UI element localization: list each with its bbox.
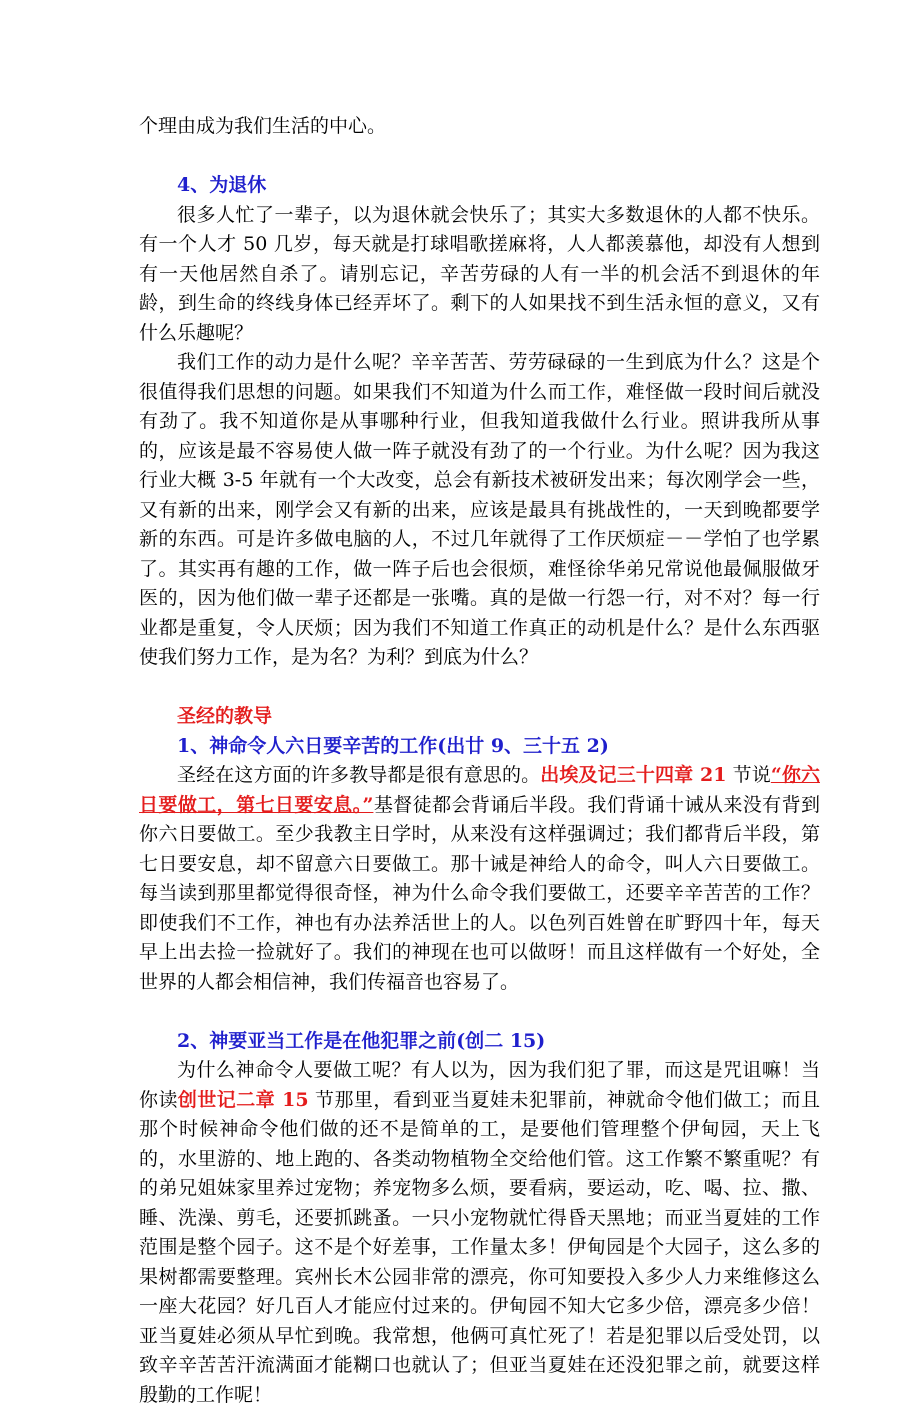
paragraph-six-days-work — [139, 761, 820, 997]
spacer — [139, 997, 820, 1027]
heading-six-days-work: 1、神命令人六日要辛苦的工作(出廿 9、三十五 2) — [177, 734, 609, 757]
text-run: 节那里，看到亚当夏娃未犯罪前，神就命令他们做工；而且那个时候神命令他们做的还不是简单的工，是要他们管理整个伊甸园，天上飞的，水里游的、地上跑的、各类动物植物全交给他们管。这工作繁不繁重呢？有的弟兄姐妹家里养过宠物；养宠物多么烦，要看病，要运动，吃、喝、拉、撒、睡、洗澡、剪毛，还要抓跳蚤。一只小宠物就忙得昏天黑地；而亚当夏娃的工作范围是整个园子。这不是个好差事，工作量太多！伊甸园是个大园子，这么多的果树都需要整理。宾州长木公园非常的漂亮，你可知要投入多少人力来维修这么一座大花园？好几百人才能应付过来的。伊甸园不知大它多少倍，漂亮多少倍！亚当夏娃必须从早忙到晚。我常想，他俩可真忙死了！若是犯罪以后受处罚，以致辛辛苦苦汗流满面才能糊口也就认了；但亚当夏娃在还没犯罪之前，就要这样殷勤的工作呢！ — [139, 1088, 820, 1406]
heading-bible-teaching: 圣经的教导 — [177, 705, 273, 727]
text-run: 为什么神命令人要做工呢？有人以为，因为我们犯了罪，而这是咒诅嘛！当你读 — [139, 1059, 820, 1111]
spacer — [139, 673, 820, 703]
scripture-quote: “你六日要做工，第七日要安息。” — [139, 764, 820, 816]
heading-adam-work: 2、神要亚当工作是在他犯罪之前(创二 15) — [177, 1029, 546, 1052]
paragraph-adam-work — [139, 1056, 820, 1410]
paragraph-retirement: 很多人忙了一辈子，以为退休就会快乐了；其实大多数退休的人都不快乐。有一个人才 50 几岁，每天就是打球唱歌搓麻将，人人都羡慕他，却没有人想到有一天他居然自杀了。请别忘记，辛苦劳碌的人有一半的机会活不到退休的年龄，到生命的终线身体已经弄坏了。剩下的人如果找不到生活永恒的意义，又有什么乐趣呢？ — [139, 203, 820, 344]
paragraph-work-motive: 我们工作的动力是什么呢？辛辛苦苦、劳劳碌碌的一生到底为什么？这是个很值得我们思想的问题。如果我们不知道为什么而工作，难怪做一段时间后就没有劲了。我不知道你是从事哪种行业，但我知道我做什么行业。照讲我所从事的，应该是最不容易使人做一阵子就没有劲了的一个行业。为什么呢？因为我这行业大概 3-5 年就有一个大改变，总会有新技术被研发出来；每次刚学会一些，又有新的出来，刚学会又有新的出来，应该是最具有挑战性的，一天到晚都要学新的东西。可是许多做电脑的人，不过几年就得了工作厌烦症－－学怕了也学累了。其实再有趣的工作，做一阵子后也会很烦，难怪徐华弟兄常说他最佩服做牙医的，因为他们做一辈子还都是一张嘴。真的是做一行怨一行，对不对？每一行业都是重复，令人厌烦；因为我们不知道工作真正的动机是什么？是什么东西驱使我们努力工作，是为名？为利？到底为什么？ — [139, 351, 820, 668]
text-run: 圣经在这方面的许多教导都是很有意思的。 — [177, 764, 541, 786]
heading-retirement: 4、为退休 — [177, 174, 267, 196]
scripture-reference: 出埃及记三十四章 21 — [540, 764, 727, 786]
scripture-reference: 创世记二章 15 — [177, 1088, 309, 1111]
paragraph-continuation: 个理由成为我们生活的中心。 — [139, 115, 387, 137]
spacer — [139, 142, 820, 172]
text-run: 基督徒都会背诵后半段。我们背诵十诫从来没有背到你六日要做工。至少我教主日学时，从来没有这样强调过；我们都背后半段，第七日要安息，却不留意六日要做工。那十诫是神给人的命令，叫人六日要做工。每当读到那里都觉得很奇怪，神为什么命令我们要做工，还要辛辛苦苦的工作？即使我们不工作，神也有办法养活世上的人。以色列百姓曾在旷野四十年，每天早上出去捡一捡就好了。我们的神现在也可以做呀！而且这样做有一个好处，全世界的人都会相信神，我们传福音也容易了。 — [139, 793, 820, 993]
text-run: 节说 — [726, 764, 771, 786]
